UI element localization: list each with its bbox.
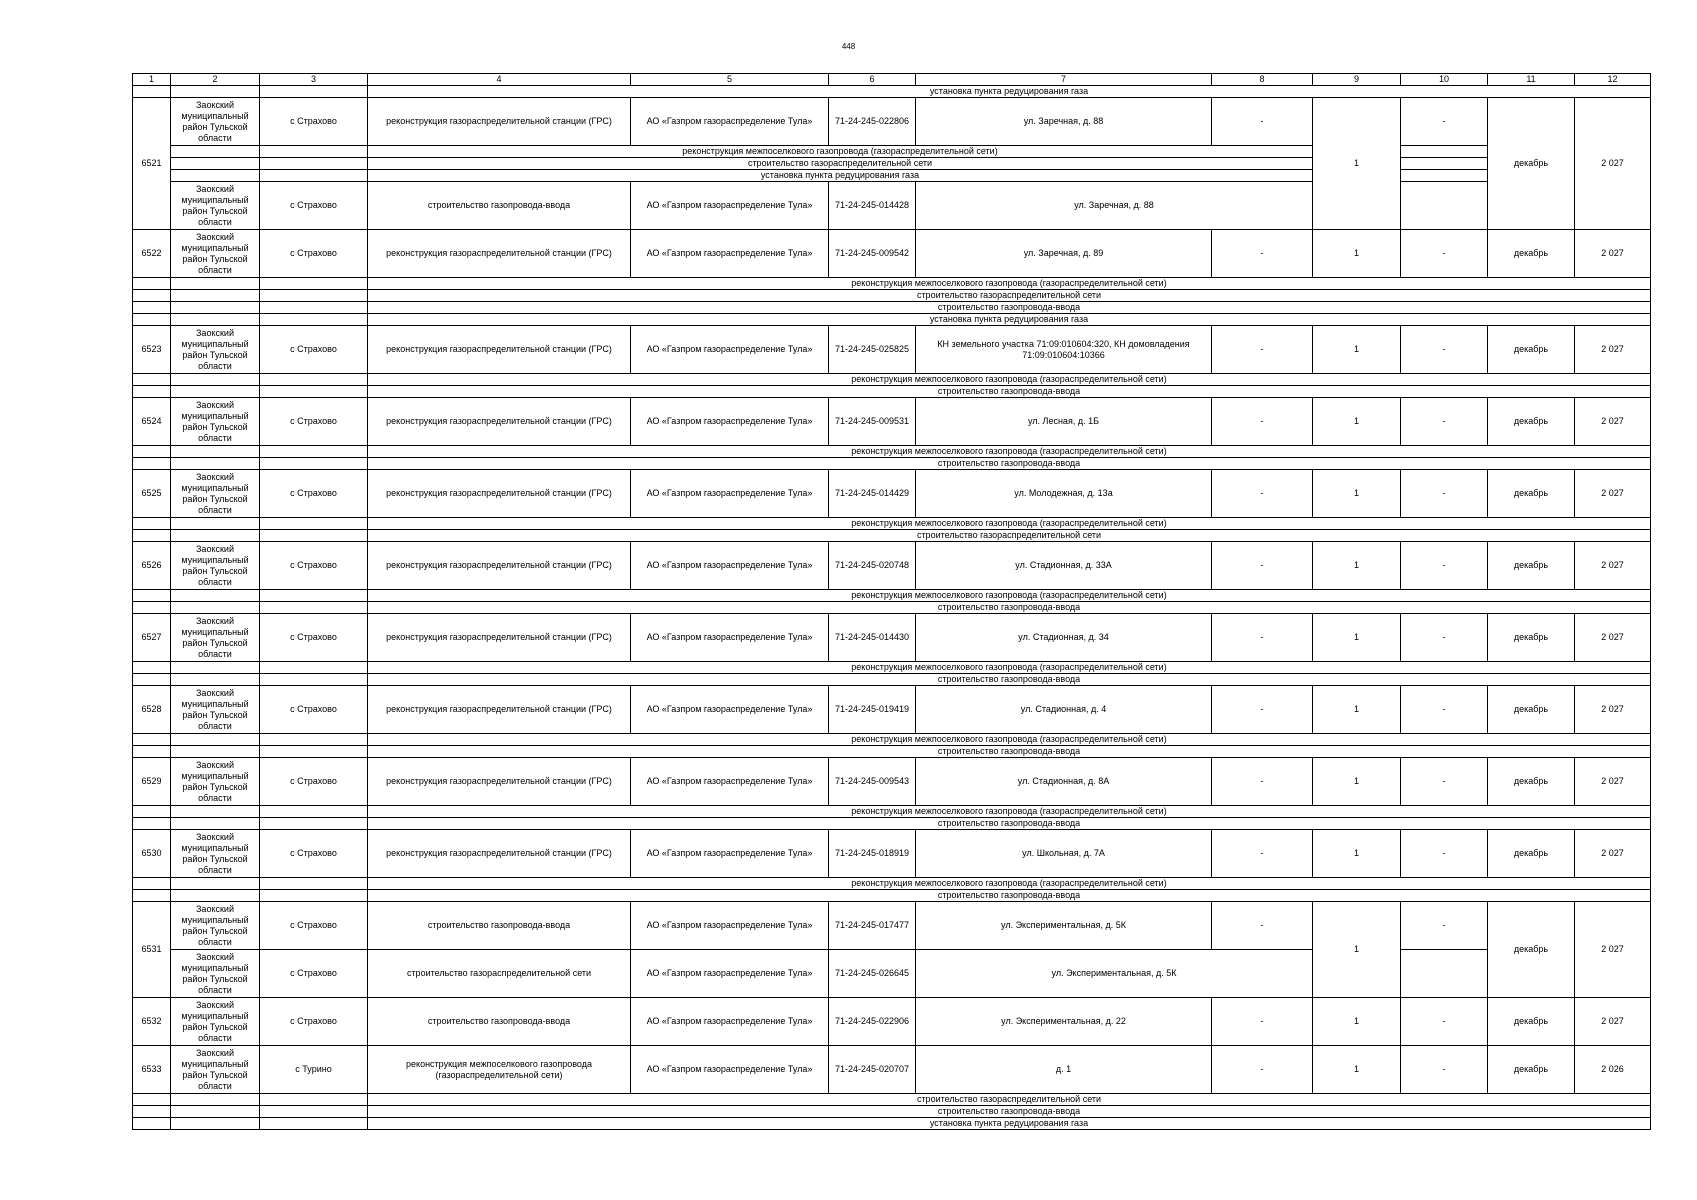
col10-cell: - xyxy=(1401,998,1488,1046)
district-cell: Заокский муниципальный район Тульской области xyxy=(171,230,260,278)
column-header: 6 xyxy=(829,74,916,86)
row-number: 6526 xyxy=(133,542,171,590)
row-number: 6531 xyxy=(133,902,171,998)
address-cell: ул. Школьная, д. 7А xyxy=(916,830,1212,878)
district-cell: Заокский муниципальный район Тульской области xyxy=(171,542,260,590)
year-cell: 2 027 xyxy=(1575,686,1651,734)
village-cell: с Страхово xyxy=(260,98,368,146)
organization-cell: АО «Газпром газораспределение Тула» xyxy=(631,686,829,734)
col10-cell: - xyxy=(1401,614,1488,662)
address-cell: ул. Заречная, д. 88 xyxy=(916,182,1313,230)
object-id-cell: 71-24-245-025825 xyxy=(829,326,916,374)
count-cell: 1 xyxy=(1313,326,1401,374)
object-id-cell: 71-24-245-019419 xyxy=(829,686,916,734)
col10-cell: - xyxy=(1401,902,1488,950)
address-cell: ул. Экспериментальная, д. 22 xyxy=(916,998,1212,1046)
sub-operation: строительство газопровода-ввода xyxy=(368,458,1651,470)
sub-operation-row xyxy=(133,1118,1651,1130)
organization-cell: АО «Газпром газораспределение Тула» xyxy=(631,1046,829,1094)
year-cell: 2 027 xyxy=(1575,230,1651,278)
sub-operation: реконструкция межпоселкового газопровода (газораспределительной сети) xyxy=(368,806,1651,818)
table-row xyxy=(133,326,1651,374)
count-cell: 1 xyxy=(1313,398,1401,446)
row-number: 6523 xyxy=(133,326,171,374)
sub-operation-row xyxy=(133,1106,1651,1118)
operation-cell: реконструкция газораспределительной станции (ГРС) xyxy=(368,98,631,146)
count-cell: 1 xyxy=(1313,470,1401,518)
object-id-cell: 71-24-245-009543 xyxy=(829,758,916,806)
operation-cell: реконструкция газораспределительной станции (ГРС) xyxy=(368,230,631,278)
operation-cell: реконструкция газораспределительной станции (ГРС) xyxy=(368,830,631,878)
column-header: 4 xyxy=(368,74,631,86)
sub-operation: строительство газораспределительной сети xyxy=(368,1094,1651,1106)
operation-cell: реконструкция газораспределительной станции (ГРС) xyxy=(368,614,631,662)
sub-operation-row xyxy=(133,806,1651,818)
sub-operation-row xyxy=(133,602,1651,614)
sub-operation-row xyxy=(133,674,1651,686)
village-cell: с Страхово xyxy=(260,542,368,590)
sub-operation: установка пункта редуцирования газа xyxy=(368,170,1313,182)
district-cell: Заокский муниципальный район Тульской области xyxy=(171,758,260,806)
sub-operation-row xyxy=(133,1094,1651,1106)
column-header: 11 xyxy=(1488,74,1575,86)
address-cell: ул. Экспериментальная, д. 5К xyxy=(916,902,1212,950)
sub-operation: реконструкция межпоселкового газопровода (газораспределительной сети) xyxy=(368,878,1651,890)
sub-operation: реконструкция межпоселкового газопровода (газораспределительной сети) xyxy=(368,590,1651,602)
village-cell: с Страхово xyxy=(260,758,368,806)
organization-cell: АО «Газпром газораспределение Тула» xyxy=(631,998,829,1046)
sub-operation-row xyxy=(133,146,1651,158)
year-cell: 2 027 xyxy=(1575,998,1651,1046)
month-cell: декабрь xyxy=(1488,686,1575,734)
address-cell: ул. Заречная, д. 89 xyxy=(916,230,1212,278)
organization-cell: АО «Газпром газораспределение Тула» xyxy=(631,902,829,950)
month-cell: декабрь xyxy=(1488,758,1575,806)
count-cell: 1 xyxy=(1313,1046,1401,1094)
address-cell: ул. Стадионная, д. 33А xyxy=(916,542,1212,590)
village-cell: с Страхово xyxy=(260,326,368,374)
operation-cell: строительство газопровода-ввода xyxy=(368,182,631,230)
address-cell: КН земельного участка 71:09:010604:320, КН домовладения 71:09:010604:10366 xyxy=(916,326,1212,374)
year-cell: 2 027 xyxy=(1575,326,1651,374)
operation-cell: реконструкция газораспределительной станции (ГРС) xyxy=(368,326,631,374)
row-number: 6521 xyxy=(133,98,171,230)
district-cell: Заокский муниципальный район Тульской области xyxy=(171,686,260,734)
sub-operation: строительство газораспределительной сети xyxy=(368,290,1651,302)
district-cell: Заокский муниципальный район Тульской области xyxy=(171,182,260,230)
village-cell: с Страхово xyxy=(260,998,368,1046)
table-row xyxy=(133,950,1651,998)
object-id-cell: 71-24-245-022906 xyxy=(829,998,916,1046)
district-cell: Заокский муниципальный район Тульской области xyxy=(171,950,260,998)
month-cell: декабрь xyxy=(1488,902,1575,998)
col8-cell: - xyxy=(1212,470,1313,518)
organization-cell: АО «Газпром газораспределение Тула» xyxy=(631,326,829,374)
sub-operation: строительство газораспределительной сети xyxy=(368,530,1651,542)
address-cell: ул. Лесная, д. 1Б xyxy=(916,398,1212,446)
col10-cell: - xyxy=(1401,686,1488,734)
village-cell: с Страхово xyxy=(260,470,368,518)
sub-operation-row xyxy=(133,518,1651,530)
district-cell: Заокский муниципальный район Тульской области xyxy=(171,1046,260,1094)
sub-operation-row xyxy=(133,818,1651,830)
col8-cell: - xyxy=(1212,686,1313,734)
col8-cell: - xyxy=(1212,98,1313,146)
sub-operation: реконструкция межпоселкового газопровода (газораспределительной сети) xyxy=(368,446,1651,458)
sub-operation: строительство газопровода-ввода xyxy=(368,1106,1651,1118)
sub-operation: реконструкция межпоселкового газопровода (газораспределительной сети) xyxy=(368,278,1651,290)
year-cell: 2 027 xyxy=(1575,614,1651,662)
col8-cell: - xyxy=(1212,998,1313,1046)
col8-cell: - xyxy=(1212,230,1313,278)
table-row xyxy=(133,686,1651,734)
col10-cell: - xyxy=(1401,230,1488,278)
count-cell: 1 xyxy=(1313,98,1401,230)
column-header: 9 xyxy=(1313,74,1401,86)
column-header-row xyxy=(133,74,1651,86)
organization-cell: АО «Газпром газораспределение Тула» xyxy=(631,950,829,998)
month-cell: декабрь xyxy=(1488,830,1575,878)
table-row xyxy=(133,182,1651,230)
col10-cell: - xyxy=(1401,758,1488,806)
table-row xyxy=(133,98,1651,146)
row-number: 6530 xyxy=(133,830,171,878)
address-cell: ул. Молодежная, д. 13а xyxy=(916,470,1212,518)
organization-cell: АО «Газпром газораспределение Тула» xyxy=(631,470,829,518)
sub-operation-row xyxy=(133,890,1651,902)
object-id-cell: 71-24-245-009542 xyxy=(829,230,916,278)
object-id-cell: 71-24-245-020748 xyxy=(829,542,916,590)
year-cell: 2 027 xyxy=(1575,830,1651,878)
row-number: 6528 xyxy=(133,686,171,734)
district-cell: Заокский муниципальный район Тульской области xyxy=(171,830,260,878)
column-header: 3 xyxy=(260,74,368,86)
table-row xyxy=(133,902,1651,950)
col10-cell: - xyxy=(1401,326,1488,374)
organization-cell: АО «Газпром газораспределение Тула» xyxy=(631,830,829,878)
year-cell: 2 027 xyxy=(1575,398,1651,446)
object-id-cell: 71-24-245-014428 xyxy=(829,182,916,230)
page-number: 448 xyxy=(841,42,856,51)
village-cell: с Турино xyxy=(260,1046,368,1094)
row-number: 6522 xyxy=(133,230,171,278)
sub-operation: строительство газопровода-ввода xyxy=(368,602,1651,614)
village-cell: с Страхово xyxy=(260,830,368,878)
month-cell: декабрь xyxy=(1488,470,1575,518)
year-cell: 2 027 xyxy=(1575,758,1651,806)
sub-operation: строительство газопровода-ввода xyxy=(368,890,1651,902)
organization-cell: АО «Газпром газораспределение Тула» xyxy=(631,230,829,278)
organization-cell: АО «Газпром газораспределение Тула» xyxy=(631,758,829,806)
sub-operation-row xyxy=(133,158,1651,170)
table-row xyxy=(133,1046,1651,1094)
column-header: 8 xyxy=(1212,74,1313,86)
sub-operation-row xyxy=(133,746,1651,758)
table-row xyxy=(133,230,1651,278)
col8-cell: - xyxy=(1212,542,1313,590)
object-id-cell: 71-24-245-026645 xyxy=(829,950,916,998)
table-row xyxy=(133,614,1651,662)
sub-operation-row xyxy=(133,314,1651,326)
village-cell: с Страхово xyxy=(260,950,368,998)
year-cell: 2 027 xyxy=(1575,542,1651,590)
sub-operation-row xyxy=(133,734,1651,746)
column-header: 10 xyxy=(1401,74,1488,86)
operation-cell: реконструкция газораспределительной станции (ГРС) xyxy=(368,686,631,734)
count-cell: 1 xyxy=(1313,902,1401,998)
object-id-cell: 71-24-245-014429 xyxy=(829,470,916,518)
district-cell: Заокский муниципальный район Тульской области xyxy=(171,470,260,518)
row-number: 6527 xyxy=(133,614,171,662)
object-id-cell: 71-24-245-009531 xyxy=(829,398,916,446)
gasification-table xyxy=(132,73,1651,1130)
count-cell: 1 xyxy=(1313,998,1401,1046)
district-cell: Заокский муниципальный район Тульской области xyxy=(171,998,260,1046)
district-cell: Заокский муниципальный район Тульской области xyxy=(171,398,260,446)
sub-operation-row xyxy=(133,290,1651,302)
col10-cell: - xyxy=(1401,830,1488,878)
table-row xyxy=(133,542,1651,590)
organization-cell: АО «Газпром газораспределение Тула» xyxy=(631,182,829,230)
sub-operation-row xyxy=(133,662,1651,674)
sub-operation: реконструкция межпоселкового газопровода (газораспределительной сети) xyxy=(368,662,1651,674)
village-cell: с Страхово xyxy=(260,230,368,278)
village-cell: с Страхово xyxy=(260,686,368,734)
sub-operation: установка пункта редуцирования газа xyxy=(368,314,1651,326)
count-cell: 1 xyxy=(1313,686,1401,734)
month-cell: декабрь xyxy=(1488,998,1575,1046)
col8-cell: - xyxy=(1212,326,1313,374)
address-cell: д. 1 xyxy=(916,1046,1212,1094)
col8-cell: - xyxy=(1212,398,1313,446)
object-id-cell: 71-24-245-020707 xyxy=(829,1046,916,1094)
col10-cell: - xyxy=(1401,470,1488,518)
column-header: 7 xyxy=(916,74,1212,86)
count-cell: 1 xyxy=(1313,758,1401,806)
row-number: 6525 xyxy=(133,470,171,518)
operation-cell: реконструкция газораспределительной станции (ГРС) xyxy=(368,398,631,446)
year-cell: 2 027 xyxy=(1575,98,1651,230)
sub-operation-row xyxy=(133,530,1651,542)
operation-cell: строительство газопровода-ввода xyxy=(368,998,631,1046)
operation-cell: строительство газораспределительной сети xyxy=(368,950,631,998)
col8-cell: - xyxy=(1212,1046,1313,1094)
sub-operation-row xyxy=(133,86,1651,98)
month-cell: декабрь xyxy=(1488,614,1575,662)
column-header: 5 xyxy=(631,74,829,86)
table-row xyxy=(133,758,1651,806)
sub-operation-row xyxy=(133,170,1651,182)
sub-operation: реконструкция межпоселкового газопровода (газораспределительной сети) xyxy=(368,518,1651,530)
village-cell: с Страхово xyxy=(260,902,368,950)
sub-operation-row xyxy=(133,302,1651,314)
address-cell: ул. Заречная, д. 88 xyxy=(916,98,1212,146)
sub-operation: строительство газораспределительной сети xyxy=(368,158,1313,170)
row-number: 6529 xyxy=(133,758,171,806)
sub-operation-row xyxy=(133,446,1651,458)
table-row xyxy=(133,470,1651,518)
sub-operation: строительство газопровода-ввода xyxy=(368,386,1651,398)
column-header: 12 xyxy=(1575,74,1651,86)
sub-operation: строительство газопровода-ввода xyxy=(368,302,1651,314)
organization-cell: АО «Газпром газораспределение Тула» xyxy=(631,614,829,662)
organization-cell: АО «Газпром газораспределение Тула» xyxy=(631,98,829,146)
col10-cell: - xyxy=(1401,398,1488,446)
district-cell: Заокский муниципальный район Тульской области xyxy=(171,326,260,374)
organization-cell: АО «Газпром газораспределение Тула» xyxy=(631,398,829,446)
count-cell: 1 xyxy=(1313,542,1401,590)
address-cell: ул. Экспериментальная, д. 5К xyxy=(916,950,1313,998)
column-header: 1 xyxy=(133,74,171,86)
count-cell: 1 xyxy=(1313,230,1401,278)
address-cell: ул. Стадионная, д. 4 xyxy=(916,686,1212,734)
col10-cell: - xyxy=(1401,1046,1488,1094)
operation-cell: реконструкция газораспределительной станции (ГРС) xyxy=(368,758,631,806)
operation-cell: реконструкция межпоселкового газопровода (газораспределительной сети) xyxy=(368,1046,631,1094)
sub-operation: реконструкция межпоселкового газопровода (газораспределительной сети) xyxy=(368,374,1651,386)
sub-operation: строительство газопровода-ввода xyxy=(368,746,1651,758)
count-cell: 1 xyxy=(1313,614,1401,662)
month-cell: декабрь xyxy=(1488,230,1575,278)
object-id-cell: 71-24-245-014430 xyxy=(829,614,916,662)
col10-cell: - xyxy=(1401,542,1488,590)
address-cell: ул. Стадионная, д. 8А xyxy=(916,758,1212,806)
village-cell: с Страхово xyxy=(260,182,368,230)
operation-cell: реконструкция газораспределительной станции (ГРС) xyxy=(368,542,631,590)
district-cell: Заокский муниципальный район Тульской области xyxy=(171,902,260,950)
sub-operation-row xyxy=(133,458,1651,470)
month-cell: декабрь xyxy=(1488,1046,1575,1094)
sub-operation: реконструкция межпоселкового газопровода (газораспределительной сети) xyxy=(368,146,1313,158)
district-cell: Заокский муниципальный район Тульской области xyxy=(171,614,260,662)
year-cell: 2 027 xyxy=(1575,470,1651,518)
object-id-cell: 71-24-245-017477 xyxy=(829,902,916,950)
sub-operation: строительство газопровода-ввода xyxy=(368,674,1651,686)
count-cell: 1 xyxy=(1313,830,1401,878)
sub-operation-row xyxy=(133,374,1651,386)
object-id-cell: 71-24-245-022806 xyxy=(829,98,916,146)
address-cell: ул. Стадионная, д. 34 xyxy=(916,614,1212,662)
district-cell: Заокский муниципальный район Тульской области xyxy=(171,98,260,146)
month-cell: декабрь xyxy=(1488,98,1575,230)
col8-cell: - xyxy=(1212,902,1313,950)
sub-operation: реконструкция межпоселкового газопровода (газораспределительной сети) xyxy=(368,734,1651,746)
operation-cell: строительство газопровода-ввода xyxy=(368,902,631,950)
row-number: 6533 xyxy=(133,1046,171,1094)
col10-cell: - xyxy=(1401,98,1488,146)
organization-cell: АО «Газпром газораспределение Тула» xyxy=(631,542,829,590)
sub-operation-row xyxy=(133,386,1651,398)
sub-operation: установка пункта редуцирования газа xyxy=(368,86,1651,98)
village-cell: с Страхово xyxy=(260,398,368,446)
sub-operation: строительство газопровода-ввода xyxy=(368,818,1651,830)
month-cell: декабрь xyxy=(1488,542,1575,590)
year-cell: 2 026 xyxy=(1575,1046,1651,1094)
object-id-cell: 71-24-245-018919 xyxy=(829,830,916,878)
sub-operation-row xyxy=(133,278,1651,290)
sub-operation: установка пункта редуцирования газа xyxy=(368,1118,1651,1130)
village-cell: с Страхово xyxy=(260,614,368,662)
month-cell: декабрь xyxy=(1488,398,1575,446)
table-row xyxy=(133,998,1651,1046)
sub-operation-row xyxy=(133,590,1651,602)
row-number: 6524 xyxy=(133,398,171,446)
operation-cell: реконструкция газораспределительной станции (ГРС) xyxy=(368,470,631,518)
col8-cell: - xyxy=(1212,614,1313,662)
table-row xyxy=(133,830,1651,878)
column-header: 2 xyxy=(171,74,260,86)
month-cell: декабрь xyxy=(1488,326,1575,374)
table-row xyxy=(133,398,1651,446)
col8-cell: - xyxy=(1212,830,1313,878)
row-number: 6532 xyxy=(133,998,171,1046)
col8-cell: - xyxy=(1212,758,1313,806)
sub-operation-row xyxy=(133,878,1651,890)
year-cell: 2 027 xyxy=(1575,902,1651,998)
